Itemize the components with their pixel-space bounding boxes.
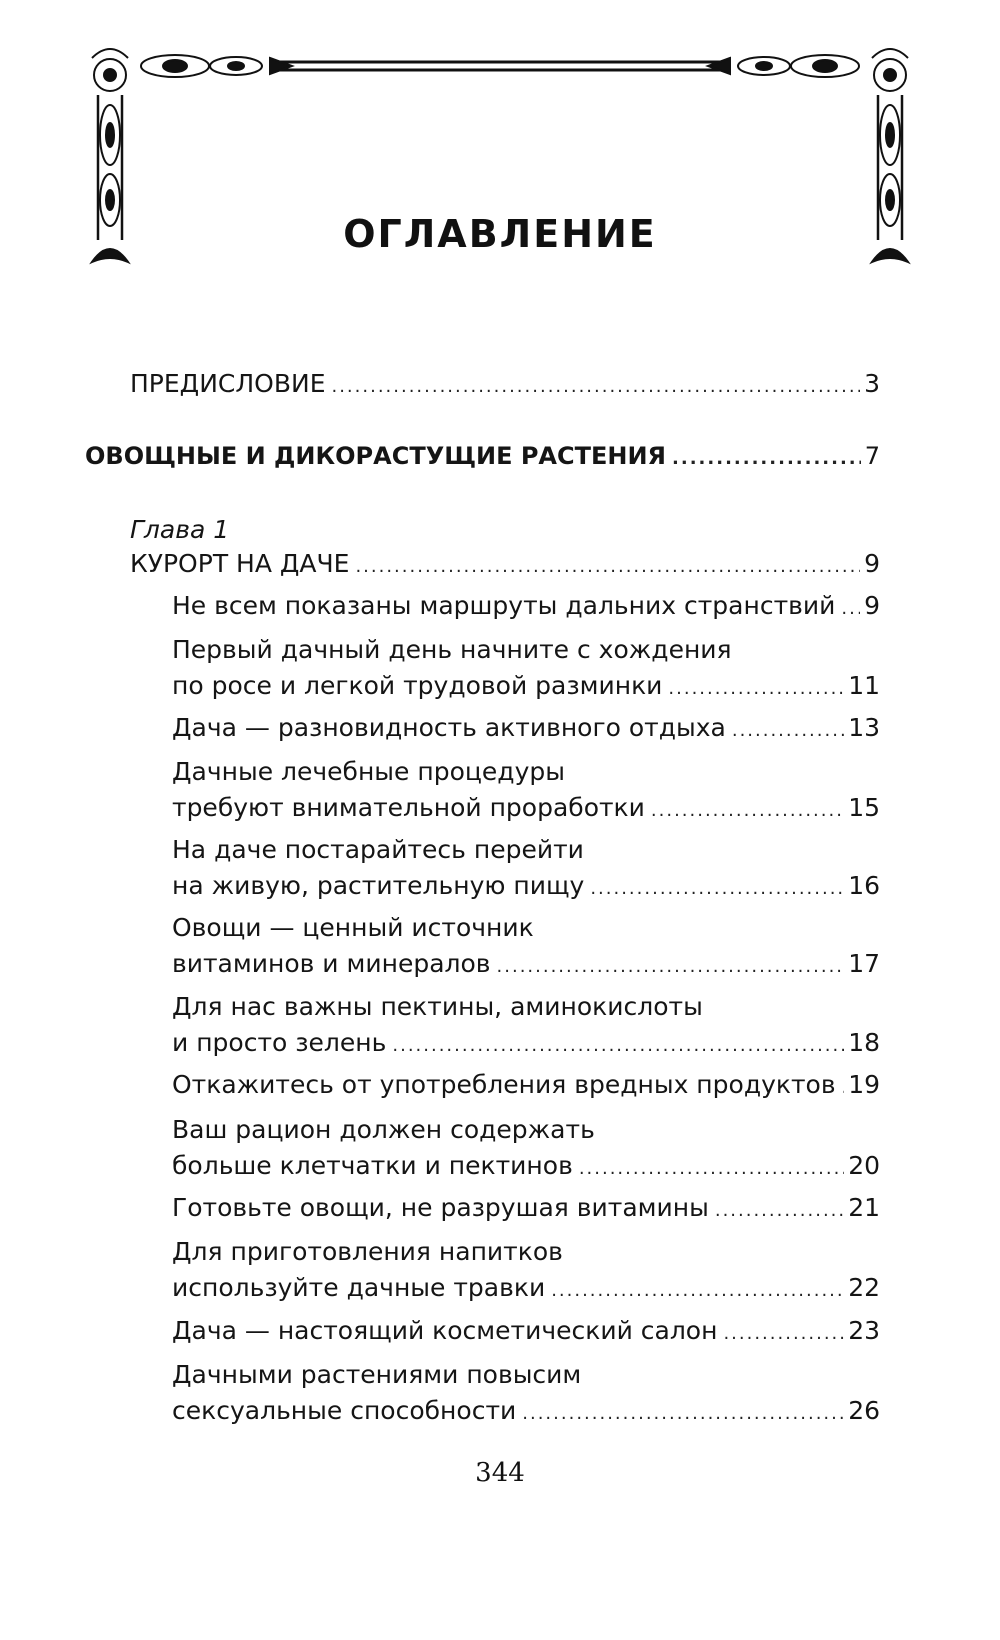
toc-section-13[interactable]: [172, 1357, 880, 1432]
dot-leader: [579, 1151, 844, 1187]
toc-page-number: 19: [848, 1070, 880, 1099]
dot-leader: [668, 671, 844, 707]
chapter-label: Глава 1: [130, 515, 230, 544]
toc-page-number: 22: [848, 1273, 880, 1302]
toc-section-12[interactable]: [172, 1313, 880, 1352]
toc-page-number: 23: [848, 1316, 880, 1345]
toc-page-number: 7: [864, 442, 880, 470]
dot-leader: [842, 1070, 845, 1106]
toc-section-6[interactable]: [172, 910, 880, 985]
toc-entry-text: Дача — настоящий косметический салон: [172, 1316, 718, 1345]
toc-entry-chapter[interactable]: [130, 546, 880, 585]
toc-entry-part[interactable]: [85, 438, 880, 477]
page-title: ОГЛАВЛЕНИЕ: [343, 212, 657, 256]
toc-entry-text-line1: На даче постарайтесь перейти: [172, 835, 584, 864]
toc-page-number: 18: [848, 1028, 880, 1057]
toc-page-number: 16: [848, 871, 880, 900]
toc-entry-text-line2: больше клетчатки и пектинов: [172, 1151, 573, 1180]
toc-page-number: 13: [848, 713, 880, 742]
toc-page-number: 17: [848, 949, 880, 978]
dot-leader: [331, 369, 860, 405]
toc-page-number: 9: [864, 549, 880, 578]
toc-section-7[interactable]: [172, 989, 880, 1064]
dot-leader: [497, 949, 845, 985]
toc-entry-text-line2: на живую, растительную пищу: [172, 871, 585, 900]
toc-entry-text: Готовьте овощи, не разрушая витамины: [172, 1193, 709, 1222]
toc-entry-text-line2: по росе и легкой трудовой разминки: [172, 671, 663, 700]
toc-page-number: 20: [848, 1151, 880, 1180]
dot-leader: [723, 1316, 844, 1352]
toc-section-11[interactable]: [172, 1234, 880, 1309]
dot-leader: [732, 713, 844, 749]
page-number: 344: [475, 1458, 525, 1488]
toc-entry-text-line1: Для нас важны пектины, аминокислоты: [172, 992, 703, 1021]
toc-entry-text-line1: Овощи — ценный источник: [172, 913, 534, 942]
toc-entry-text-line2: используйте дачные травки: [172, 1273, 546, 1302]
toc-page-number: 11: [848, 671, 880, 700]
toc-entry-preface[interactable]: [130, 366, 880, 405]
toc-entry-text: КУРОРТ НА ДАЧЕ: [130, 549, 350, 578]
toc-page-number: 26: [848, 1396, 880, 1425]
dot-leader: [715, 1193, 844, 1229]
toc-entry-text-line2: витаминов и минералов: [172, 949, 491, 978]
dot-leader: [590, 871, 844, 907]
toc-entry-text-line1: Для приготовления напитков: [172, 1237, 563, 1266]
toc-section-2[interactable]: [172, 632, 880, 707]
dot-leader: [392, 1028, 844, 1064]
toc-entry-text: Дача — разновидность активного отдыха: [172, 713, 726, 742]
toc-section-5[interactable]: [172, 832, 880, 907]
toc-entry-text: ПРЕДИСЛОВИЕ: [130, 369, 326, 398]
toc-section-4[interactable]: [172, 754, 880, 829]
toc-page-number: 9: [864, 591, 880, 620]
toc-entry-text-line2: требуют внимательной проработки: [172, 793, 645, 822]
toc-entry-text-line2: сексуальные способности: [172, 1396, 517, 1425]
dot-leader: [522, 1396, 844, 1432]
toc-entry-text-line1: Дачные лечебные процедуры: [172, 757, 565, 786]
toc-entry-text-line1: Первый дачный день начните с хождения: [172, 635, 732, 664]
toc-entry-text-line2: и просто зелень: [172, 1028, 387, 1057]
dot-leader: [672, 441, 861, 477]
toc-entry-text-line1: Ваш рацион должен содержать: [172, 1115, 595, 1144]
dot-leader: [651, 793, 844, 829]
toc-entry-text: Не всем показаны маршруты дальних странствий: [172, 591, 836, 620]
toc-entry-text: Откажитесь от употребления вредных продуктов: [172, 1070, 836, 1099]
toc-page-number: 3: [864, 369, 880, 398]
dot-leader: [841, 591, 860, 627]
toc-section-9[interactable]: [172, 1112, 880, 1187]
toc-entry-text-line1: Дачными растениями повысим: [172, 1360, 582, 1389]
dot-leader: [551, 1273, 844, 1309]
toc-section-3[interactable]: [172, 710, 880, 749]
toc-page-number: 21: [848, 1193, 880, 1222]
toc-section-1[interactable]: [172, 588, 880, 627]
toc-entry-text: ОВОЩНЫЕ И ДИКОРАСТУЩИЕ РАСТЕНИЯ: [85, 442, 667, 470]
toc-section-10[interactable]: [172, 1190, 880, 1229]
toc-page-number: 15: [848, 793, 880, 822]
dot-leader: [355, 549, 860, 585]
toc-section-8[interactable]: [172, 1067, 880, 1106]
